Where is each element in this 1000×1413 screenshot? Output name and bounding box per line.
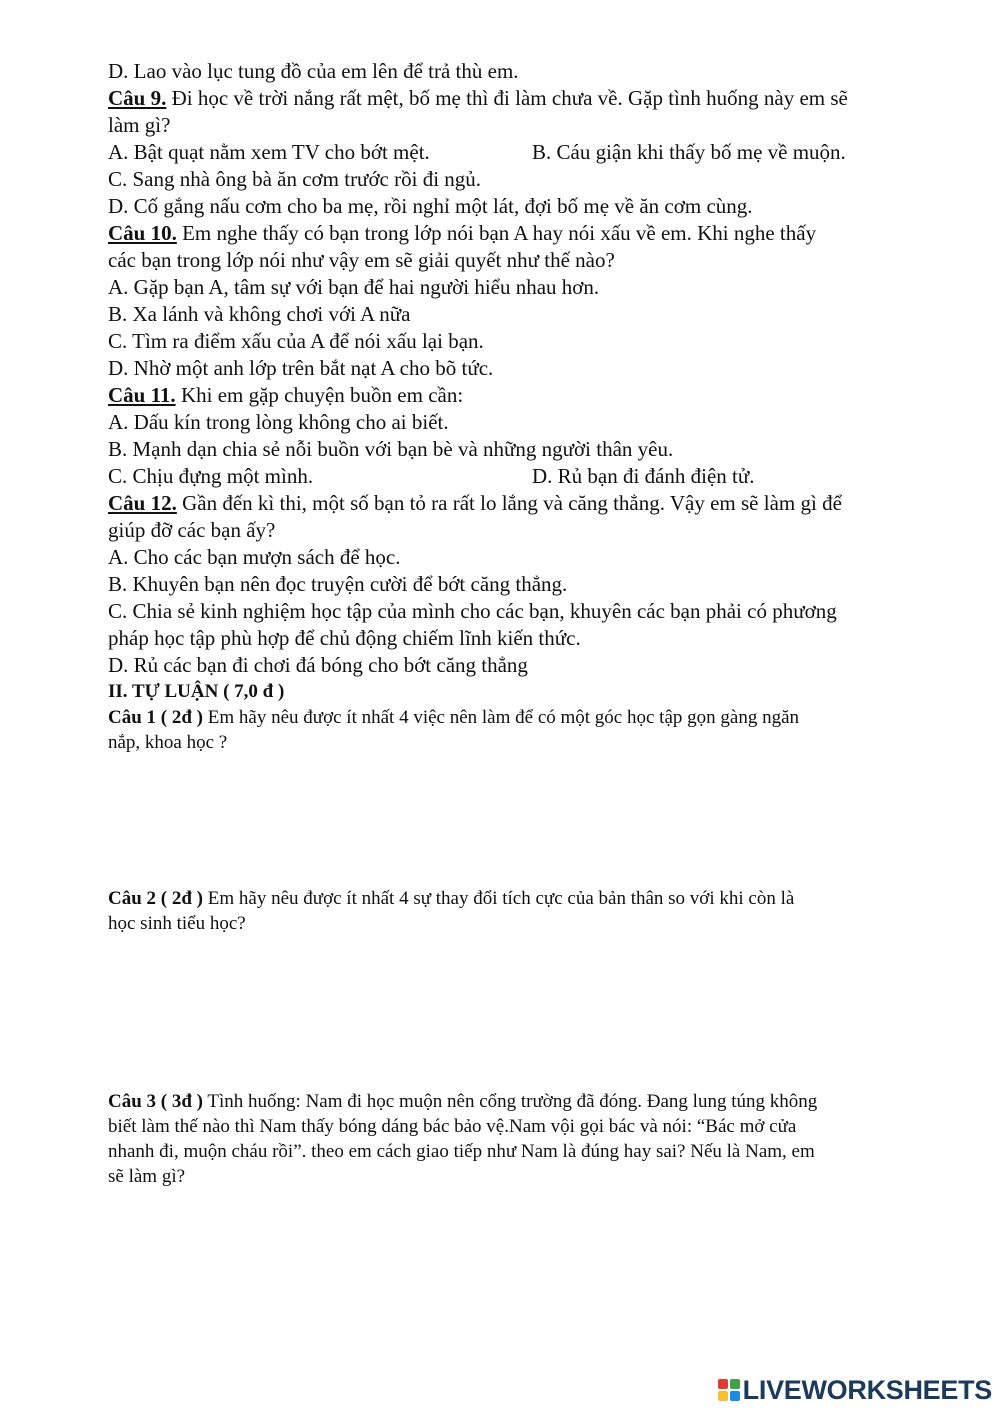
essay1-answer-area[interactable] xyxy=(108,755,940,886)
q11-option-d[interactable]: D. Rủ bạn đi đánh điện tử. xyxy=(532,464,755,488)
q9-text-cont: làm gì? xyxy=(108,113,171,137)
q10-option-d[interactable]: D. Nhờ một anh lớp trên bắt nạt A cho bõ tức. xyxy=(108,356,494,380)
essay3-text-cont-3: sẽ làm gì? xyxy=(108,1166,186,1187)
q12-text: Gần đến kì thi, một số bạn tỏ ra rất lo lắng và căng thẳng. Vậy em sẽ làm gì để xyxy=(176,491,842,515)
q12-option-c-cont[interactable]: pháp học tập phù hợp để chủ động chiếm lĩnh kiến thức. xyxy=(108,626,581,650)
section-essay-title: II. TỰ LUẬN ( 7,0 đ ) xyxy=(108,681,285,702)
essay3-label: Câu 3 ( 3đ ) xyxy=(108,1091,204,1112)
question-10 xyxy=(108,220,940,382)
q10-label: Câu 10. xyxy=(108,221,177,245)
essay1-label: Câu 1 ( 2đ ) xyxy=(108,707,204,728)
liveworksheets-logo-icon xyxy=(718,1379,740,1401)
q11-text: Khi em gặp chuyện buồn em cần: xyxy=(175,383,464,407)
question-11 xyxy=(108,382,940,490)
q11-option-c[interactable]: C. Chịu đựng một mình. xyxy=(108,464,314,488)
q10-text: Em nghe thấy có bạn trong lớp nói bạn A hay nói xấu về em. Khi nghe thấy xyxy=(176,221,817,245)
essay1-text: Em hãy nêu được ít nhất 4 việc nên làm để có một góc học tập gọn gàng ngăn xyxy=(203,707,800,728)
q10-option-c[interactable]: C. Tìm ra điểm xấu của A để nói xấu lại bạn. xyxy=(108,329,484,353)
essay3-answer-area[interactable] xyxy=(108,1189,940,1339)
watermark-text: LIVEWORKSHEETS xyxy=(742,1374,992,1405)
essay-question-2 xyxy=(108,886,940,936)
essay2-text: Em hãy nêu được ít nhất 4 sự thay đổi tích cực của bản thân so với khi còn là xyxy=(203,888,795,909)
q9-option-d[interactable]: D. Cố gắng nấu cơm cho ba mẹ, rồi nghỉ một lát, đợi bố mẹ về ăn cơm cùng. xyxy=(108,194,753,218)
essay2-answer-area[interactable] xyxy=(108,936,940,1089)
q12-option-d[interactable]: D. Rủ các bạn đi chơi đá bóng cho bớt căng thẳng xyxy=(108,653,528,677)
q9-option-a[interactable]: A. Bật quạt nằm xem TV cho bớt mệt. xyxy=(108,140,430,164)
q10-option-a[interactable]: A. Gặp bạn A, tâm sự với bạn để hai người hiểu nhau hơn. xyxy=(108,275,600,299)
q12-option-c[interactable]: C. Chia sẻ kinh nghiệm học tập của mình cho các bạn, khuyên các bạn phải có phương xyxy=(108,599,837,623)
q11-label: Câu 11. xyxy=(108,383,176,407)
q11-option-b[interactable]: B. Mạnh dạn chia sẻ nỗi buồn với bạn bè và những người thân yêu. xyxy=(108,437,674,461)
essay2-text-cont: học sinh tiểu học? xyxy=(108,913,246,934)
essay2-label: Câu 2 ( 2đ ) xyxy=(108,888,204,909)
q12-label: Câu 12. xyxy=(108,491,177,515)
essay3-text-cont-1: biết làm thế nào thì Nam thấy bóng dáng bác bảo vệ.Nam vội gọi bác và nói: “Bác mở cửa xyxy=(108,1116,797,1137)
q12-option-a[interactable]: A. Cho các bạn mượn sách để học. xyxy=(108,545,401,569)
q10-option-b[interactable]: B. Xa lánh và không chơi với A nữa xyxy=(108,302,411,326)
essay-question-1 xyxy=(108,705,940,755)
question-12 xyxy=(108,490,940,679)
q12-text-cont: giúp đỡ các bạn ấy? xyxy=(108,518,276,542)
essay1-text-cont: nắp, khoa học ? xyxy=(108,732,228,753)
essay-question-3 xyxy=(108,1089,940,1189)
worksheet-page xyxy=(108,58,940,1339)
q8-option-d: D. Lao vào lục tung đồ của em lên để trả thù em. xyxy=(108,59,519,83)
q11-option-a[interactable]: A. Dấu kín trong lòng không cho ai biết. xyxy=(108,410,449,434)
q12-option-b[interactable]: B. Khuyên bạn nên đọc truyện cười để bớt căng thẳng. xyxy=(108,572,568,596)
essay3-text: Tình huống: Nam đi học muộn nên cổng trường đã đóng. Đang lung túng không xyxy=(203,1091,818,1112)
q9-option-c[interactable]: C. Sang nhà ông bà ăn cơm trước rồi đi ngủ. xyxy=(108,167,482,191)
q9-text: Đi học về trời nắng rất mệt, bố mẹ thì đi làm chưa về. Gặp tình huống này em sẽ xyxy=(166,86,848,110)
q10-text-cont: các bạn trong lớp nói như vậy em sẽ giải quyết như thế nào? xyxy=(108,248,615,272)
liveworksheets-watermark xyxy=(718,1373,992,1407)
q9-option-b[interactable]: B. Cáu giận khi thấy bố mẹ về muộn. xyxy=(532,140,846,164)
question-9 xyxy=(108,85,940,220)
essay3-text-cont-2: nhanh đi, muộn cháu rồi”. theo em cách giao tiếp như Nam là đúng hay sai? Nếu là Nam, em xyxy=(108,1141,815,1162)
q9-label: Câu 9. xyxy=(108,86,167,110)
